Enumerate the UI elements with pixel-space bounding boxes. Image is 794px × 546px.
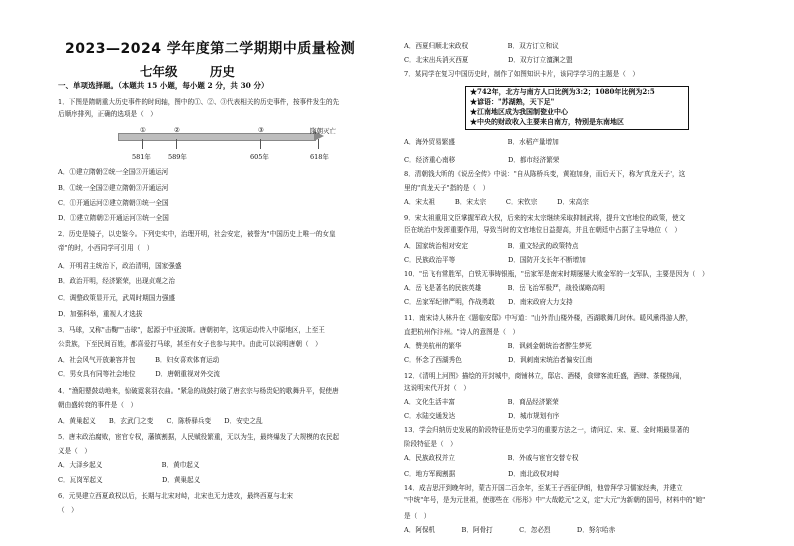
right-text-line: A．阿保机 B．阿骨打 C．忽必烈 D．努尔哈赤 (404, 526, 616, 534)
right-text-line: 10．"岳飞有常胜军，白铁无事铸银瓶，"岳家军是南宋时期屡屡大败金军的一支军队，主要是因为（ ） (404, 270, 709, 278)
left-text-line: D．加强科举，重视人才选拔 (58, 310, 143, 318)
right-text-line: C．民族政治平等 D．国防开支长年不断增加 (404, 256, 586, 264)
right-text-line: A．民族政权并立 B．外戚与宦官交替专权 (404, 454, 579, 462)
left-text-line: 1．下图是隋朝重大历史事件的时间轴，图中的①、②、③代表相关的历史事件，按事件发生的先 (58, 98, 340, 106)
right-text-line: C．经济重心南移 D．都市经济繁荣 (404, 156, 560, 164)
timeline-year: 618年 (310, 153, 329, 161)
right-text-line: C．水陆交通发达 D．城市规划有序 (404, 412, 560, 420)
right-text-line: 13．学会归纳历史发展的阶段特征是历史学习的重要方法之一，请问辽、宋、夏、金时期最显著的 (404, 426, 690, 434)
left-text-line: 公贵族，下至民间百姓，都喜爱打马球，甚至有女子也参与其中。由此可以说明唐朝（ ） (58, 340, 322, 348)
left-text-line: 后顺序排列，正确的选项是（ ） (58, 110, 157, 118)
knowledge-card (465, 86, 689, 130)
grade-label: 七年级 (140, 64, 178, 79)
left-text-line: 3．马球，又称"击鞠""击球"，起源于中亚波斯。唐朝初年，这项运动传入中原地区，上至王 (58, 326, 325, 334)
timeline-tick (176, 139, 177, 149)
timeline-mark-3: ③ (258, 126, 264, 134)
right-text-line: 是（ ） (404, 512, 431, 520)
right-text-line: 9．宋太祖重用文臣掌握军政大权，后来的宋太宗继续采取抑制武将，提升文官地位的政策，使文 (404, 214, 686, 222)
left-text-line: A．黄巢起义 B．玄武门之变 C．陈桥驿兵变 D．安史之乱 (58, 417, 263, 425)
left-text-line: 朝由盛转衰的事件是（ ） (58, 401, 138, 409)
timeline-bar (118, 133, 316, 141)
right-text-line: 阶段特征是（ ） (404, 440, 457, 448)
right-text-line: A．文化生活丰富 B．商品经济繁荣 (404, 398, 559, 406)
right-text-line: 11．南宋诗人林升在《题临安邸》中写道："山外青山楼外楼，西湖歌舞几时休。暖风熏得游人醉， (404, 314, 693, 322)
right-text-line: A．国家统治相对安定 B．重文轻武的政策特点 (404, 242, 579, 250)
right-text-line: C．岳家军纪律严明，作战勇敢 D．南宋政府大力支持 (404, 298, 573, 306)
right-text-line: 里的"真龙天子"指的是（ ） (404, 184, 490, 192)
right-text-line: C．地方军阀割据 D．南北政权对峙 (404, 470, 560, 478)
left-text-line: 6．元昊建立西夏政权以后，长期与北宋对峙，北宋也无力进攻，最终西夏与北宋 (58, 492, 293, 500)
right-text-line: C．怀念了西湖秀色 D．讽刺南宋统治者偏安江南 (404, 356, 593, 364)
left-text-line: 义是（ ） (58, 447, 91, 455)
left-text-line: D．①建立隋朝②开通运河③统一全国 (58, 214, 169, 222)
timeline-year: 605年 (250, 153, 269, 161)
knowledge-card-line: ★742年，北方与南方人口比例为3:2；1080年比例为2:5 (470, 87, 655, 96)
page-title: 2023—2024 学年度第二学期期中质量检测 (65, 41, 356, 57)
timeline-diagram (118, 126, 344, 166)
left-text-line: A．开明君主统治下，政治清明，国家强盛 (58, 262, 182, 270)
left-text-line: C．①开通运河②建立隋朝③统一全国 (58, 199, 169, 207)
left-text-line: B．政治开明，经济繁荣，出现贞观之治 (58, 277, 175, 285)
left-text-line: B．①统一全国②建立隋朝③开通运河 (58, 184, 169, 192)
timeline-mark-1: ① (140, 126, 146, 134)
timeline-year: 581年 (132, 153, 151, 161)
left-text-line: A．①建立隋朝②统一全国③开通运河 (58, 168, 169, 176)
timeline-tick (260, 139, 261, 149)
right-text-line: A．宋太祖 B．宋太宗 C．宋钦宗 D．宋高宗 (404, 198, 589, 206)
left-text-line: （ ） (58, 506, 78, 514)
right-text-line: "中统"年号，是为元世祖，使那些在《彤彤》中"大哉乾元"之义，定"大元"为新朝的国号，材料中的"她" (404, 496, 706, 504)
right-text-line: 直把杭州作汴州。"诗人的意图是（ ） (404, 328, 520, 336)
right-text-line: A．赞美杭州的繁华 B．讽刺金朝统治者醉生梦死 (404, 342, 592, 350)
page-subtitle (140, 62, 263, 80)
left-text-line: A．大泽乡起义 B．黄巾起义 (58, 461, 200, 469)
left-text-line: C．瓦岗军起义 D．黄巢起义 (58, 476, 201, 484)
right-text-line: 14．成吉思汗到晚年时，蒙古开国二百余年，至某王子西征伊朗，他曾拜学习儒家经典，并建立 (404, 484, 683, 492)
knowledge-card-line: ★谚语："苏湖熟，天下足" (470, 97, 555, 106)
right-text-line: A．海外贸易繁盛 B．水稻产量增加 (404, 138, 559, 146)
left-text-line: 4．"渔阳鼙鼓动地来，惊破霓裳羽衣曲。"紧急的战鼓打破了唐玄宗与杨贵妃的歌舞升平，促使唐 (58, 387, 339, 395)
left-text-line: 5．唐末政治腐败，宦官专权，藩镇割据，人民赋役繁重，无以为生，最终爆发了大规模的农民起 (58, 433, 340, 441)
timeline-year: 589年 (168, 153, 187, 161)
subject-label: 历史 (209, 64, 235, 79)
right-text-line: 这说明宋代开封（ ） (404, 384, 470, 392)
left-text-line: 帝"的时，小西同学可引用（ ） (58, 244, 154, 252)
right-text-line: A．岳飞是著名的民族英雄 B．岳飞治军极严，战役谋略高明 (404, 284, 605, 292)
knowledge-card-line: ★中央的财政收入主要来自南方，特别是东南地区 (470, 117, 624, 126)
right-text-line: C．北宋出兵消灭西夏 D．双方订立澶渊之盟 (404, 56, 573, 64)
right-text-line: 12．《清明上河图》描绘的开封城中，商铺林立，邸店、酒楼，食肆客流旺盛，酒肆、茶楼热闹， (404, 372, 687, 380)
timeline-tick (142, 139, 143, 149)
timeline-mark-2: ② (174, 126, 180, 134)
left-text-line: C．调整政策显开元，武周时期国力强盛 (58, 294, 176, 302)
knowledge-card-line: ★江南地区成为我国制瓷业中心 (470, 107, 568, 116)
timeline-tick (318, 139, 319, 149)
section-heading: 一、单项选择题。（本题共 15 小题，每小题 2 分，共 30 分） (58, 81, 269, 90)
left-text-line: 2．历史是镜子，以史鉴今。下列史实中，治理开明，社会安定，被誉为"中国历史上唯一的女皇 (58, 230, 336, 238)
left-text-line: C．男女具有同等社会地位 D．唐朝重视对外交流 (58, 370, 220, 378)
right-text-line: 8．清朝钱大昕的《说岳全传》中说："自从陈桥兵变，黄袍加身，而后天下，称为'真龙天子'，这 (404, 170, 686, 178)
timeline-mark-end: 隋朝灭亡 (310, 127, 336, 135)
right-text-line: A．西夏归顺北宋政权 B．双方订立和议 (404, 42, 559, 50)
left-text-line: A．社会风气开放兼容并包 B．妇女喜欢体育运动 (58, 356, 220, 364)
right-text-line: 臣在统治中发挥重要作用，导致当时的文官地位日益提高，并且在朝廷中占据了主导地位（ ） (404, 226, 681, 234)
right-text-line: 7．某同学在复习中国历史时，制作了如图知识卡片，该同学学习的主题是（ ） (404, 70, 639, 78)
